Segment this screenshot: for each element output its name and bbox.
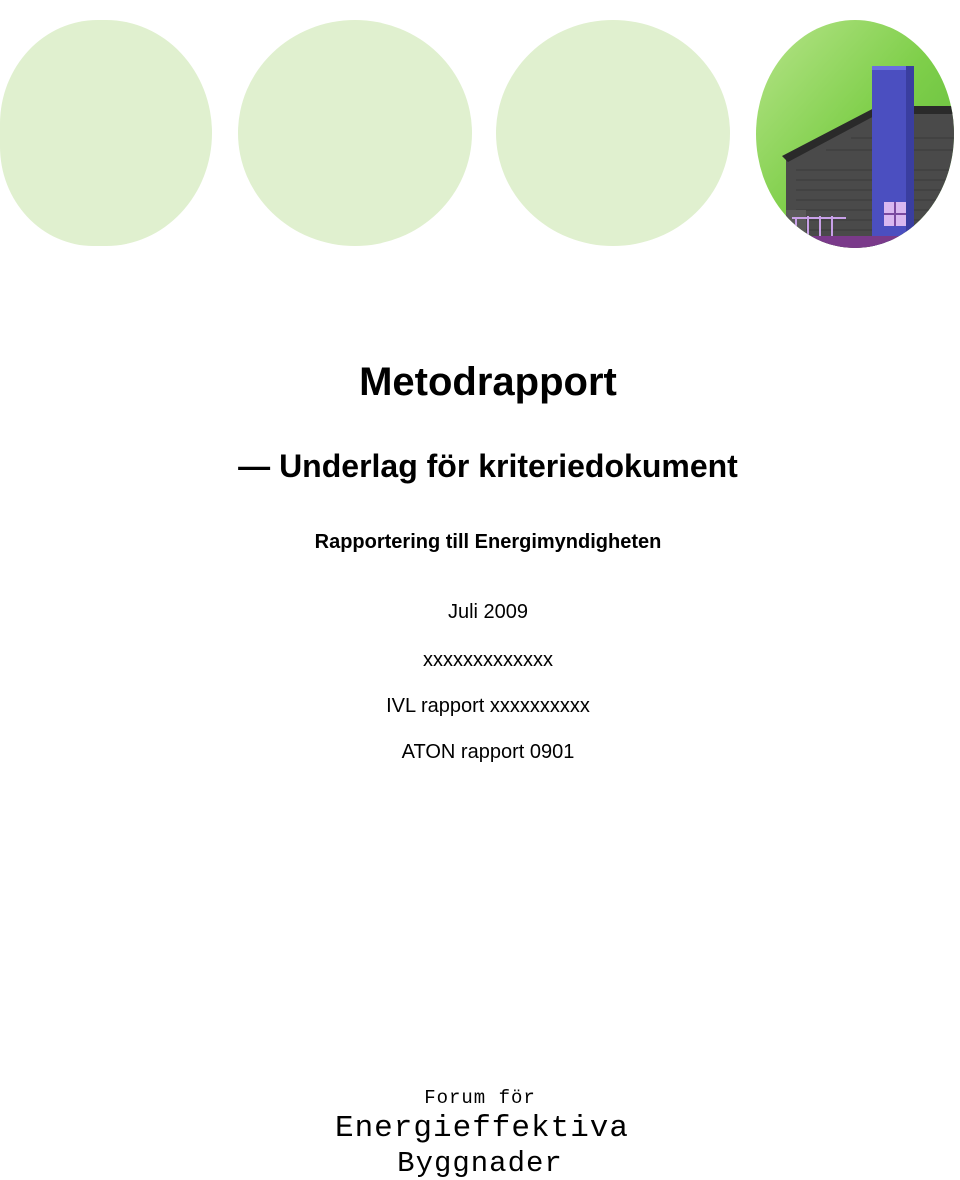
aton-report-number: ATON rapport 0901 [401, 741, 575, 763]
house-photo-image [756, 20, 954, 248]
page-title: Metodrapport [359, 360, 617, 404]
house-photo-circle [756, 20, 954, 248]
decor-circle-1 [0, 20, 212, 246]
ivl-report-number: IVL rapport xxxxxxxxxx [386, 695, 590, 717]
footer-line-3: Byggnader [397, 1147, 563, 1180]
placeholder-code: xxxxxxxxxxxxx [423, 649, 553, 671]
decor-circle-2 [238, 20, 472, 246]
decor-circle-3 [496, 20, 730, 246]
footer-line-1: Forum för [424, 1087, 536, 1109]
footer-line-2: Energieffektiva [334, 1111, 630, 1146]
report-recipient: Rapportering till Energimyndigheten [314, 531, 662, 553]
page-subtitle: — Underlag för kriteriedokument [238, 448, 738, 484]
report-date: Juli 2009 [447, 601, 529, 623]
